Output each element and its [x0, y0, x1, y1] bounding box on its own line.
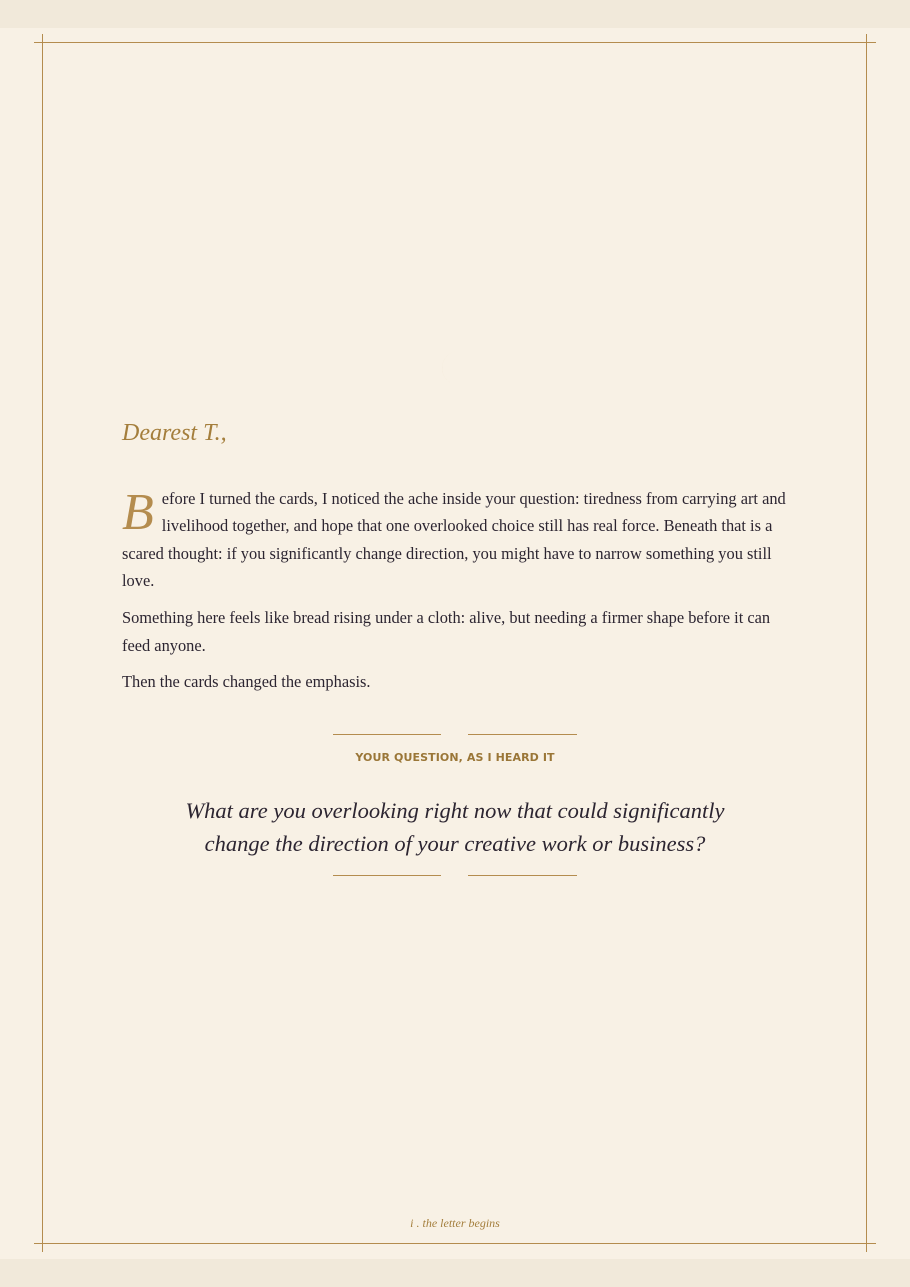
- letter-body: [122, 485, 788, 705]
- drop-cap: B: [122, 484, 154, 541]
- salutation: Dearest T.,: [122, 420, 227, 446]
- crescent-moon-icon: [434, 348, 474, 388]
- divider-top-left: [333, 734, 441, 735]
- page-footer-caption: i . the letter begins: [410, 1216, 500, 1230]
- frame-bottom-rule: [34, 1243, 876, 1244]
- question-text: What are you overlooking right now that could significantly change the direction of your creative work or business?: [185, 798, 725, 856]
- paragraph-1-text: efore I turned the cards, I noticed the ache inside your question: tiredness from carrying art and livelihood together, and hope that one overlooked choice still has real force. Beneath that is a scared thought: if you significantly change direction, you might have to narrow something you still love.: [122, 489, 786, 591]
- question-label: YOUR QUESTION, AS I HEARD IT: [355, 751, 555, 764]
- frame-left-rule: [42, 34, 43, 1252]
- frame-top-rule: [34, 42, 876, 43]
- paragraph-2: Something here feels like bread rising under a cloth: alive, but needing a firmer shape before it can feed anyone.: [122, 608, 771, 655]
- divider-top-right: [468, 734, 577, 735]
- paragraph-1: [122, 485, 788, 595]
- paragraph-3: Then the cards changed the emphasis.: [122, 672, 371, 692]
- frame-right-rule: [866, 34, 867, 1252]
- divider-bottom-right: [468, 875, 577, 876]
- divider-bottom-left: [333, 875, 441, 876]
